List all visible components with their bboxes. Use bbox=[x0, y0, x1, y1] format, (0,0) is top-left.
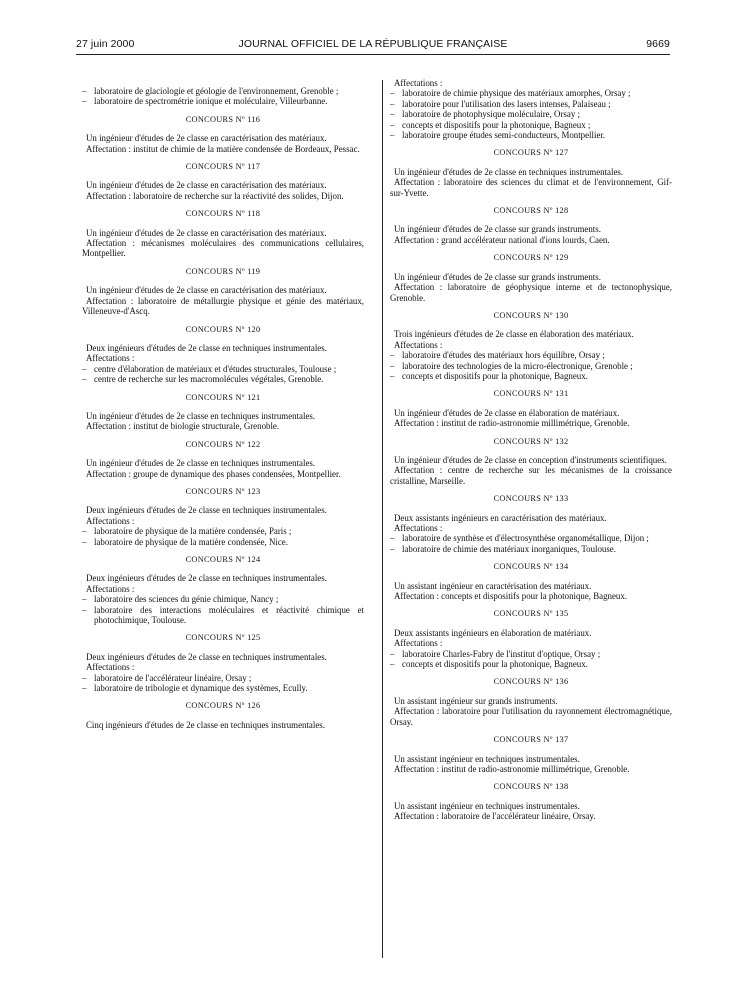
paragraph: Affectation : laboratoire des sciences du climat et de l'environnement, Gif-sur-Yvette. bbox=[390, 177, 672, 198]
list-item: – laboratoire des interactions moléculaires et réactivité chimique et photochimique, Toulouse. bbox=[82, 605, 364, 626]
paragraph: Affectation : grand accélérateur national d'ions lourds, Caen. bbox=[394, 234, 610, 245]
list-item: – concepts et dispositifs pour la photonique, Bagneux. bbox=[390, 371, 672, 381]
paragraph: Un assistant ingénieur en caractérisation des matériaux. bbox=[394, 580, 592, 591]
paragraph: Deux ingénieurs d'études de 2e classe en techniques instrumentales. bbox=[86, 342, 327, 353]
concours-heading: CONCOURS Nº 127 bbox=[493, 148, 569, 158]
concours-heading: CONCOURS Nº 117 bbox=[185, 162, 261, 172]
concours-heading: CONCOURS Nº 128 bbox=[493, 206, 569, 216]
paragraph: Affectations : bbox=[86, 583, 135, 594]
paragraph: Un ingénieur d'études de 2e classe sur grands instruments. bbox=[394, 271, 601, 282]
paragraph: Affectations : bbox=[86, 515, 135, 526]
paragraph: Un ingénieur d'études de 2e classe en caractérisation des matériaux. bbox=[86, 180, 327, 191]
paragraph: Affectations : bbox=[394, 638, 443, 649]
paragraph: Affectation : centre de recherche sur les mécanismes de la croissance cristalline, Marseille. bbox=[390, 465, 672, 486]
paragraph: Affectations : bbox=[86, 353, 135, 364]
concours-heading: CONCOURS Nº 130 bbox=[493, 310, 569, 320]
concours-heading: CONCOURS Nº 136 bbox=[493, 677, 569, 687]
paragraph: Un ingénieur d'études de 2e classe en conception d'instruments scientifiques. bbox=[394, 454, 667, 465]
paragraph: Affectation : institut de biologie structurale, Grenoble. bbox=[86, 421, 280, 432]
page-number: 9669 bbox=[646, 38, 670, 50]
paragraph: Affectations : bbox=[394, 339, 443, 350]
left-column bbox=[82, 86, 364, 730]
paragraph: Affectation : laboratoire pour l'utilisation du rayonnement électromagnétique, Orsay. bbox=[390, 706, 672, 727]
paragraph: Trois ingénieurs d'études de 2e classe en élaboration des matériaux. bbox=[394, 329, 634, 340]
list-item: – concepts et dispositifs pour la photonique, Bagneux ; bbox=[390, 120, 672, 130]
paragraph: Deux ingénieurs d'études de 2e classe en techniques instrumentales. bbox=[86, 651, 327, 662]
paragraph: Affectation : laboratoire de géophysique interne et de tectonophysique, Grenoble. bbox=[390, 282, 672, 303]
page-header bbox=[76, 38, 670, 52]
list-item: – laboratoire de tribologie et dynamique des systèmes, Ecully. bbox=[82, 683, 364, 693]
concours-heading: CONCOURS Nº 137 bbox=[493, 735, 569, 745]
paragraph: Un ingénieur d'études de 2e classe en caractérisation des matériaux. bbox=[86, 285, 327, 296]
concours-heading: CONCOURS Nº 121 bbox=[185, 392, 261, 402]
paragraph: Deux ingénieurs d'études de 2e classe en techniques instrumentales. bbox=[86, 505, 327, 516]
concours-heading: CONCOURS Nº 135 bbox=[493, 609, 569, 619]
concours-heading: CONCOURS Nº 116 bbox=[185, 114, 261, 124]
list-item: – laboratoire de spectrométrie ionique et moléculaire, Villeurbanne. bbox=[82, 96, 364, 106]
paragraph: Un ingénieur d'études de 2e classe sur grands instruments. bbox=[394, 224, 601, 235]
paragraph: Un ingénieur d'études de 2e classe en techniques instrumentales. bbox=[86, 410, 316, 421]
paragraph: Deux assistants ingénieurs en élaboration de matériaux. bbox=[394, 627, 592, 638]
paragraph: Affectation : concepts et dispositifs pour la photonique, Bagneux. bbox=[394, 591, 628, 602]
paragraph: Affectation : laboratoire de métallurgie physique et génie des matériaux, Villeneuve-d'Ascq. bbox=[82, 295, 364, 317]
column-divider bbox=[382, 80, 383, 958]
list-item: – laboratoire de physique de la matière condensée, Paris ; bbox=[82, 526, 364, 536]
concours-heading: CONCOURS Nº 118 bbox=[185, 209, 261, 219]
concours-heading: CONCOURS Nº 119 bbox=[185, 266, 261, 276]
paragraph: Affectations : bbox=[394, 523, 443, 533]
paragraph: Affectation : institut de radio-astronomie millimétrique, Grenoble. bbox=[394, 418, 630, 429]
concours-heading: CONCOURS Nº 134 bbox=[493, 562, 569, 572]
concours-heading: CONCOURS Nº 129 bbox=[493, 253, 569, 263]
concours-heading: CONCOURS Nº 120 bbox=[185, 324, 261, 334]
list-item: – laboratoire pour l'utilisation des lasers intenses, Palaiseau ; bbox=[390, 99, 672, 109]
paragraph: Affectation : institut de radio-astronomie millimétrique, Grenoble. bbox=[394, 763, 630, 774]
header-rule bbox=[76, 54, 670, 55]
concours-heading: CONCOURS Nº 125 bbox=[185, 633, 261, 643]
paragraph: Un ingénieur d'études de 2e classe en élaboration de matériaux. bbox=[394, 407, 620, 418]
journal-title: JOURNAL OFFICIEL DE LA RÉPUBLIQUE FRANÇAISE bbox=[238, 38, 508, 50]
concours-heading: CONCOURS Nº 124 bbox=[185, 555, 261, 564]
concours-heading: CONCOURS Nº 131 bbox=[493, 389, 569, 399]
list-item: – laboratoire des technologies de la micro-électronique, Grenoble ; bbox=[390, 361, 672, 371]
paragraph: Affectations : bbox=[86, 662, 135, 673]
paragraph: Deux ingénieurs d'études de 2e classe en techniques instrumentales. bbox=[86, 573, 327, 584]
paragraph: Un ingénieur d'études de 2e classe en techniques instrumentales. bbox=[394, 166, 624, 177]
paragraph: Un ingénieur d'études de 2e classe en caractérisation des matériaux. bbox=[86, 227, 327, 238]
paragraph: Affectation : mécanismes moléculaires des communications cellulaires, Montpellier. bbox=[82, 238, 364, 259]
list-item: – laboratoire de physique de la matière condensée, Nice. bbox=[82, 537, 364, 547]
list-item: – laboratoire de chimie des matériaux inorganiques, Toulouse. bbox=[390, 544, 672, 554]
list-item: – laboratoire de chimie physique des matériaux amorphes, Orsay ; bbox=[390, 88, 672, 98]
paragraph: Affectation : groupe de dynamique des phases condensées, Montpellier. bbox=[86, 468, 341, 479]
list-item: – concepts et dispositifs pour la photonique, Bagneux. bbox=[390, 659, 672, 669]
list-item: – laboratoire de synthèse et d'électrosynthèse organométallique, Dijon ; bbox=[390, 533, 672, 543]
list-item: – laboratoire groupe études semi-conducteurs, Montpellier. bbox=[390, 130, 672, 140]
right-column bbox=[390, 78, 672, 822]
concours-heading: CONCOURS Nº 123 bbox=[185, 486, 261, 496]
concours-heading: CONCOURS Nº 126 bbox=[185, 701, 261, 711]
concours-heading: CONCOURS Nº 138 bbox=[493, 782, 569, 792]
list-item: – laboratoire de l'accélérateur linéaire, Orsay ; bbox=[82, 673, 364, 683]
paragraph: Affectation : laboratoire de l'accélérateur linéaire, Orsay. bbox=[394, 811, 596, 822]
paragraph: Un assistant ingénieur en techniques instrumentales. bbox=[394, 753, 580, 764]
paragraph: Un assistant ingénieur sur grands instruments. bbox=[394, 695, 558, 706]
list-item: – laboratoire de photophysique moléculaire, Orsay ; bbox=[390, 109, 672, 119]
list-item: – laboratoire d'études des matériaux hors équilibre, Orsay ; bbox=[390, 350, 672, 360]
list-item: – centre de recherche sur les macromolécules végétales, Grenoble. bbox=[82, 374, 364, 384]
list-item: – centre d'élaboration de matériaux et d'études structurales, Toulouse ; bbox=[82, 364, 364, 374]
paragraph: Affectation : laboratoire de recherche sur la réactivité des solides, Dijon. bbox=[86, 190, 344, 201]
list-item: – laboratoire de glaciologie et géologie de l'environnement, Grenoble ; bbox=[82, 86, 364, 96]
paragraph: Affectation : institut de chimie de la matière condensée de Bordeaux, Pessac. bbox=[86, 143, 360, 154]
list-item: – laboratoire des sciences du génie chimique, Nancy ; bbox=[82, 594, 364, 604]
list-item: – laboratoire Charles-Fabry de l'institut d'optique, Orsay ; bbox=[390, 649, 672, 659]
paragraph: Un ingénieur d'études de 2e classe en caractérisation des matériaux. bbox=[86, 133, 327, 144]
concours-heading: CONCOURS Nº 133 bbox=[493, 494, 569, 504]
paragraph: Un assistant ingénieur en techniques instrumentales. bbox=[394, 800, 580, 811]
paragraph: Un ingénieur d'études de 2e classe en techniques instrumentales. bbox=[86, 458, 316, 469]
paragraph: Deux assistants ingénieurs en caractérisation des matériaux. bbox=[394, 512, 607, 523]
paragraph: Cinq ingénieurs d'études de 2e classe en techniques instrumentales. bbox=[86, 719, 325, 730]
concours-heading: CONCOURS Nº 122 bbox=[185, 439, 261, 449]
paragraph: Affectations : bbox=[394, 78, 443, 88]
header-date: 27 juin 2000 bbox=[76, 38, 135, 50]
concours-heading: CONCOURS Nº 132 bbox=[493, 436, 569, 446]
